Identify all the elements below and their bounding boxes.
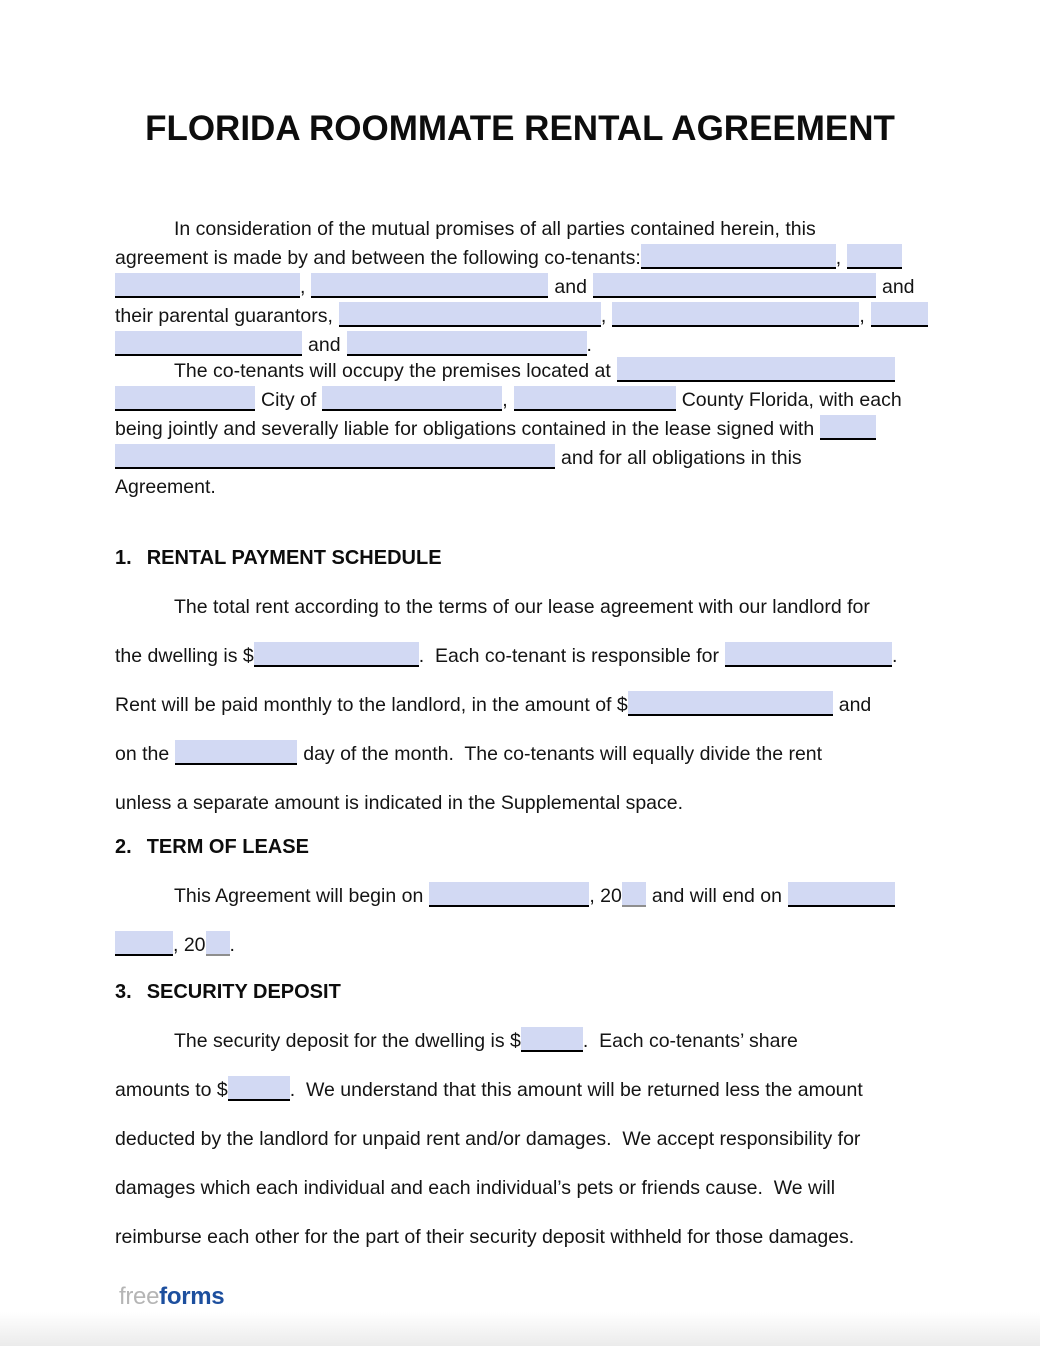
text-run: Rent will be paid monthly to the landlord, in the amount of $ — [115, 694, 628, 716]
co-tenant-2-field-cont[interactable] — [115, 273, 300, 298]
logo-forms-text: forms — [159, 1283, 225, 1310]
text-run: on the — [115, 743, 170, 765]
intro-p2-line3 — [115, 415, 943, 444]
city-field[interactable] — [322, 386, 502, 411]
text-run: and — [554, 276, 587, 298]
text-run: and — [881, 276, 915, 298]
end-date-field[interactable] — [788, 882, 895, 907]
guarantor-3-field-cont[interactable] — [115, 331, 302, 356]
text-run: the dwelling is $ — [115, 645, 254, 667]
section-2-heading — [115, 833, 943, 862]
intro-p2-line4 — [115, 444, 943, 473]
s2-line2 — [115, 921, 943, 970]
section-3-heading — [115, 978, 943, 1007]
text-run: and for all obligations in this — [561, 447, 802, 469]
section-2-number: 2. — [115, 836, 132, 858]
text-run: The co-tenants will occupy the premises located at — [174, 360, 611, 382]
text-run: In consideration of the mutual promises of all parties contained herein, this — [174, 218, 816, 240]
section-1-number: 1. — [115, 547, 132, 569]
text-run: , — [835, 247, 842, 269]
intro-paragraph-1 — [115, 215, 943, 360]
text-run: . Each co-tenant is responsible for — [418, 645, 719, 667]
landlord-name-field[interactable] — [820, 415, 876, 440]
intro-p1-line1 — [115, 215, 943, 244]
section-2-title: TERM OF LEASE — [146, 836, 309, 858]
guarantor-3-field[interactable] — [871, 302, 928, 327]
text-run: their parental guarantors, — [115, 305, 333, 327]
premises-address-field-cont[interactable] — [115, 386, 255, 411]
guarantor-1-field[interactable] — [339, 302, 601, 327]
text-run: unless a separate amount is indicated in the Supplemental space. — [115, 792, 684, 814]
text-run: , 20 — [589, 885, 622, 907]
section-2-body — [115, 872, 943, 970]
landlord-name-field-cont[interactable] — [115, 444, 555, 469]
section-3-body — [115, 1017, 943, 1262]
section-1-body — [115, 583, 943, 828]
s1-line1 — [115, 583, 943, 632]
monthly-rent-field[interactable] — [628, 691, 833, 716]
intro-paragraph-2 — [115, 357, 943, 502]
s1-line4 — [115, 730, 943, 779]
deposit-share-field[interactable] — [228, 1076, 290, 1101]
logo-free-text: free — [119, 1283, 160, 1310]
freeforms-logo — [119, 1283, 224, 1311]
text-run: , — [502, 389, 508, 411]
s3-line2 — [115, 1066, 943, 1115]
text-run: and — [838, 694, 872, 716]
text-run: being jointly and severally liable for obligations contained in the lease signed with — [115, 418, 815, 440]
section-1-heading — [115, 544, 943, 573]
text-run: amounts to $ — [115, 1079, 228, 1101]
total-rent-field[interactable] — [254, 642, 419, 667]
text-run: . — [229, 934, 235, 956]
end-date-field-cont[interactable] — [115, 931, 173, 956]
end-year-field[interactable] — [206, 931, 230, 956]
text-run: This Agreement will begin on — [174, 885, 424, 907]
intro-p2-line2 — [115, 386, 943, 415]
text-run: , — [859, 305, 865, 327]
s1-line2 — [115, 632, 943, 681]
document-title: FLORIDA ROOMMATE RENTAL AGREEMENT — [145, 109, 895, 148]
text-run: , — [300, 276, 306, 298]
s1-line5 — [115, 779, 943, 828]
section-3-title: SECURITY DEPOSIT — [146, 981, 341, 1003]
start-date-field[interactable] — [429, 882, 589, 907]
text-run: County Florida, with each — [681, 389, 902, 411]
co-tenant-1-field[interactable] — [641, 244, 836, 269]
intro-p2-line5 — [115, 473, 943, 502]
s3-line3 — [115, 1115, 943, 1164]
s3-line4 — [115, 1164, 943, 1213]
section-3-number: 3. — [115, 981, 132, 1003]
intro-p1-line4 — [115, 302, 943, 331]
s1-line3 — [115, 681, 943, 730]
premises-address-field[interactable] — [617, 357, 895, 382]
text-run: . — [892, 645, 898, 667]
text-run: deducted by the landlord for unpaid rent and/or damages. We accept responsibility for — [115, 1128, 861, 1150]
intro-p1-line5 — [115, 331, 943, 360]
page-bottom-fade — [0, 1312, 1040, 1346]
text-run: The total rent according to the terms of our lease agreement with our landlord for — [174, 596, 870, 618]
county-field[interactable] — [514, 386, 676, 411]
text-run: and — [308, 334, 341, 356]
intro-p2-line1 — [115, 357, 943, 386]
text-run: . — [586, 334, 592, 356]
security-deposit-field[interactable] — [521, 1027, 583, 1052]
guarantor-2-field[interactable] — [612, 302, 859, 327]
intro-p1-line3 — [115, 273, 943, 302]
text-run: damages which each individual and each individual’s pets or friends cause. We will — [115, 1177, 836, 1199]
intro-p1-line2 — [115, 244, 943, 273]
text-run: , 20 — [173, 934, 206, 956]
s3-line5 — [115, 1213, 943, 1262]
co-tenant-share-field[interactable] — [725, 642, 892, 667]
section-1-title: RENTAL PAYMENT SCHEDULE — [146, 547, 442, 569]
text-run: , — [600, 305, 607, 327]
text-run: Agreement. — [115, 476, 216, 498]
text-run: reimburse each other for the part of their security deposit withheld for those damages. — [115, 1226, 855, 1248]
start-year-field[interactable] — [622, 882, 646, 907]
text-run: The security deposit for the dwelling is $ — [174, 1030, 521, 1052]
co-tenant-2-field[interactable] — [847, 244, 902, 269]
text-run: . We understand that this amount will be returned less the amount — [289, 1079, 863, 1101]
text-run: . Each co-tenants’ share — [582, 1030, 798, 1052]
text-run: agreement is made by and between the following co-tenants: — [115, 247, 641, 269]
text-run: and will end on — [651, 885, 782, 907]
co-tenant-3-field[interactable] — [311, 273, 548, 298]
text-run: City of — [261, 389, 317, 411]
s2-line1 — [115, 872, 943, 921]
co-tenant-4-field[interactable] — [593, 273, 876, 298]
s3-line1 — [115, 1017, 943, 1066]
guarantor-4-field[interactable] — [347, 331, 587, 356]
rent-day-field[interactable] — [175, 740, 297, 765]
text-run: day of the month. The co-tenants will equally divide the rent — [303, 743, 823, 765]
